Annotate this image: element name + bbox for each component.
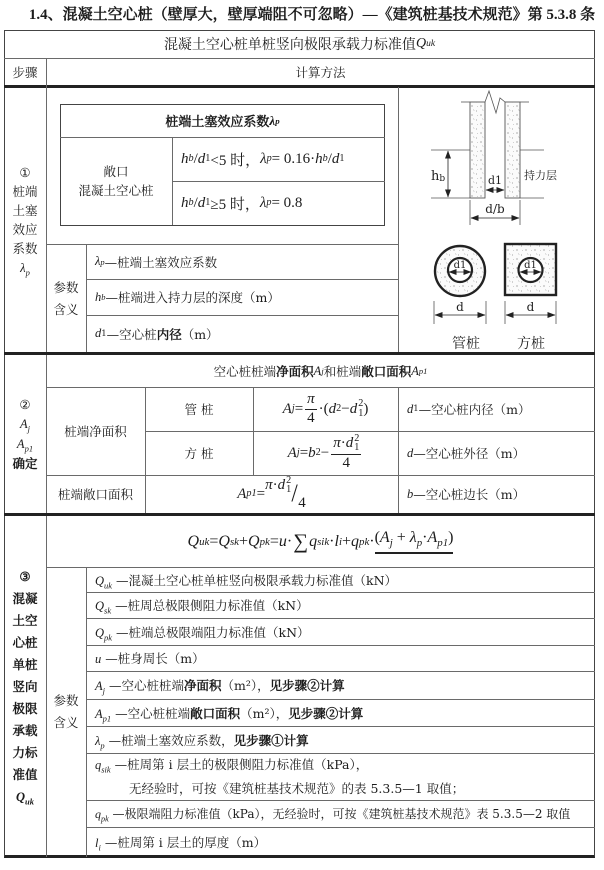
column-header-step: 步骤	[12, 65, 38, 80]
param-row: $Q_{pk}$ —桩端总极限端阻力标准值（kN）	[95, 624, 310, 642]
desc-b: b —空心桩边长（m）	[407, 486, 526, 502]
desc-d1: d 1 —空心桩内径（m）	[407, 401, 531, 417]
param-row: $Q_{uk}$ —混凝土空心桩单桩竖向极限承载力标准值（kN）	[95, 572, 398, 590]
param-row: $l_i$ —桩周第 i 层土的厚度（m）	[95, 834, 267, 852]
page-title: 1.4、混凝土空心桩（壁厚大，壁厚端阻不可忽略）—《建筑桩基技术规范》第 5.3.8 条	[28, 7, 596, 23]
step2-header: 空心桩桩端 净面积 A j 和桩端 敞口面积 A p1	[213, 363, 428, 379]
open-area-formula: A p1 = π·d 2 1 /4	[237, 474, 306, 512]
svg-text:d1: d1	[453, 260, 467, 271]
param-row: d 1 —空心桩 内径 （m）	[95, 326, 219, 342]
pipe-pile-section	[434, 246, 486, 352]
param-row: u —桩身周长（m）	[95, 651, 205, 666]
param-row: λ p —桩端土塞效应系数	[95, 254, 218, 270]
coef-condition-ge5: h b / d 1 ≥5 时， λ p = 0.8	[181, 194, 303, 213]
svg-text:hb: hb	[431, 169, 446, 184]
hollow-pile-diagram	[398, 86, 595, 353]
step2-label: ② $A_j$ $A_{p1}$ 确定	[12, 397, 38, 471]
param-row: $\lambda_p$ —桩端土塞效应系数，见步骤①计算	[95, 732, 309, 750]
param-row: h b —桩端进入持力层的深度（m）	[95, 289, 280, 305]
param-row: $q_{sik}$ —桩周第 i 层土的极限侧阻力标准值（kPa）， 无经验时，可按《建筑桩基技术规范》的表 5.3.5—1 取值；	[95, 756, 465, 796]
step1-label: ① 桩端 土塞 效应 系数 $\lambda_p$	[12, 164, 38, 277]
svg-text:d: d	[526, 300, 535, 314]
open-area-label: 桩端敞口面积	[57, 487, 133, 502]
square-pile-label: 方桩	[517, 336, 545, 352]
step1-params-label: 参数 含义	[53, 279, 79, 317]
step3-label: ③ 混凝 土空 心桩 单桩 竖向 极限 承载 力标 准值 $Q_{uk}$	[12, 568, 38, 806]
bearing-layer-label: 持力层	[524, 169, 557, 182]
table-title: 混凝土空心桩单桩竖向极限承载力标准值 Q uk	[163, 36, 436, 53]
column-header-method: 计算方法	[295, 65, 346, 80]
square-pile-section	[505, 244, 556, 352]
param-row: $Q_{sk}$ —桩周总极限侧阻力标准值（kN）	[95, 598, 309, 616]
square-pile-type: 方 桩	[184, 446, 214, 461]
coef-condition-lt5: h b / d 1 <5 时， λ p = 0.16· h b / d 1	[181, 150, 345, 169]
pipe-net-area-formula: A j = $\frac{\pi}{4}$ ·( d 2 − d 2 1 )	[282, 391, 369, 426]
step3-params-label: 参数 含义	[53, 693, 79, 730]
d1-label: d1	[487, 174, 503, 187]
square-net-area-formula: A j = b 2 − π·d 2 1 4	[287, 433, 360, 471]
pipe-pile-type: 管 桩	[184, 402, 214, 417]
pile-type-open-hollow: 敞口 混凝土空心桩	[78, 164, 154, 198]
pile-elevation-view	[431, 91, 557, 225]
param-row: $A_{p1}$ —空心桩桩端敞口面积（m²），见步骤②计算	[95, 705, 364, 723]
ultimate-capacity-formula: Q uk = Q sk + Q pk = u · ∑ q sik · l i + q pk · $(A_j + \lambda_p\cdot A_{p1})$	[187, 529, 454, 553]
param-row: $A_j$ —空心桩桩端净面积（m²），见步骤②计算	[95, 678, 345, 696]
param-row: $q_{pk}$ —极限端阻力标准值（kPa），无经验时，可按《建筑桩基技术规范》表 5.3.5—2 取值	[95, 807, 571, 824]
net-area-label: 桩端净面积	[64, 424, 127, 439]
svg-text:d: d	[456, 300, 464, 314]
svg-text:d1: d1	[524, 260, 537, 271]
pipe-pile-label: 管桩	[452, 336, 480, 352]
db-label: d/b	[485, 202, 505, 216]
desc-d: d —空心桩外径（m）	[407, 445, 526, 461]
coef-table-title: 桩端土塞效应系数 λ p	[165, 112, 280, 130]
